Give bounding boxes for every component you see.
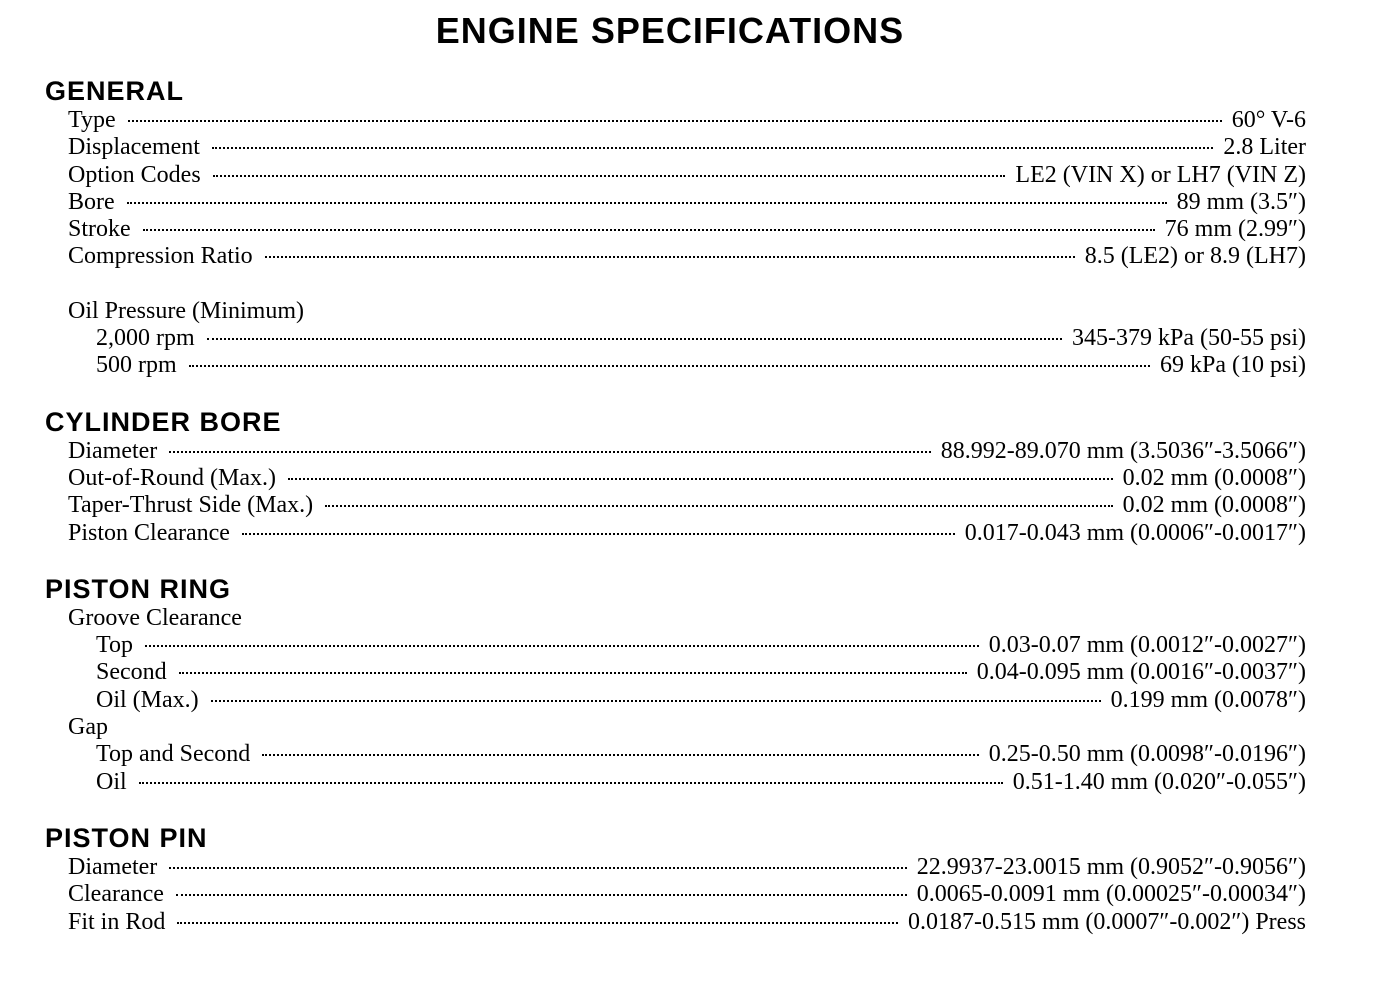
spec-label: Top xyxy=(96,632,133,659)
spec-label: Diameter xyxy=(68,437,158,464)
section-heading: PISTON PIN xyxy=(45,822,208,853)
spec-value: 88.992-89.070 mm (3.5036″-3.5066″) xyxy=(940,437,1306,464)
spec-row xyxy=(0,659,1306,686)
spec-section-piston-ring xyxy=(0,574,1376,796)
spec-row xyxy=(0,854,1306,881)
spec-value: 0.25-0.50 mm (0.0098″-0.0196″) xyxy=(988,741,1306,768)
dot-leader xyxy=(288,478,1113,480)
spec-label: Type xyxy=(68,107,116,133)
spec-value: 0.02 mm (0.0008″) xyxy=(1122,464,1306,491)
dot-leader xyxy=(128,120,1222,122)
dot-leader xyxy=(213,175,1006,177)
dot-leader xyxy=(127,202,1167,204)
spec-row xyxy=(0,492,1306,519)
spec-row xyxy=(0,465,1306,492)
spec-row xyxy=(0,741,1306,768)
spec-label: Out-of-Round (Max.) xyxy=(68,464,276,491)
spec-row xyxy=(0,881,1306,908)
dot-leader xyxy=(189,365,1150,367)
section-heading: GENERAL xyxy=(45,76,185,106)
spec-label: Displacement xyxy=(68,134,200,161)
spec-value: 0.03-0.07 mm (0.0012″-0.0027″) xyxy=(988,632,1306,659)
spec-label: Gap xyxy=(68,714,108,741)
section-heading: PISTON RING xyxy=(45,573,232,604)
spec-label: 500 rpm xyxy=(96,352,177,379)
spec-value: 0.017-0.043 mm (0.0006″-0.0017″) xyxy=(964,519,1306,546)
spec-section-piston-pin xyxy=(0,823,1376,936)
spec-row xyxy=(0,714,1306,741)
spec-value: 0.199 mm (0.0078″) xyxy=(1110,686,1306,713)
dot-leader xyxy=(143,229,1155,231)
spec-row xyxy=(0,687,1306,714)
spec-label: Oil Pressure (Minimum) xyxy=(68,297,304,324)
spec-label: Bore xyxy=(68,188,115,215)
spec-row xyxy=(0,909,1306,936)
spec-row xyxy=(0,298,1306,325)
spec-label: Second xyxy=(96,659,167,686)
spec-value: 2.8 Liter xyxy=(1223,134,1306,161)
spec-label: Stroke xyxy=(68,216,131,243)
spec-value: 22.9937-23.0015 mm (0.9052″-0.9056″) xyxy=(916,853,1306,880)
dot-leader xyxy=(325,505,1113,507)
spec-value: 0.51-1.40 mm (0.020″-0.055″) xyxy=(1012,768,1306,795)
spec-row xyxy=(0,632,1306,659)
dot-leader xyxy=(145,645,979,647)
spec-label: Taper-Thrust Side (Max.) xyxy=(68,492,314,519)
dot-leader xyxy=(212,147,1213,149)
dot-leader xyxy=(207,338,1062,340)
spec-row xyxy=(0,216,1306,243)
spec-value: 89 mm (3.5″) xyxy=(1176,188,1306,215)
spec-label: Diameter xyxy=(68,853,158,880)
spec-row xyxy=(0,107,1306,134)
dot-leader xyxy=(139,782,1003,784)
spec-label: 2,000 rpm xyxy=(96,325,195,352)
spec-label: Top and Second xyxy=(96,741,251,768)
spec-value: 8.5 (LE2) or 8.9 (LH7) xyxy=(1084,243,1306,270)
spec-row xyxy=(0,134,1306,161)
page-title: ENGINE SPECIFICATIONS xyxy=(435,10,905,51)
spec-section-cylinder-bore xyxy=(0,407,1376,547)
spec-label: Groove Clearance xyxy=(68,604,242,631)
dot-leader xyxy=(179,672,967,674)
spec-content xyxy=(0,76,1376,963)
spec-value: 0.04-0.095 mm (0.0016″-0.0037″) xyxy=(976,659,1306,686)
dot-leader xyxy=(242,533,955,535)
spec-row xyxy=(0,605,1306,632)
spec-label: Compression Ratio xyxy=(68,243,253,270)
spec-row xyxy=(0,438,1306,465)
spec-label: Piston Clearance xyxy=(68,519,230,546)
spec-row xyxy=(0,325,1306,352)
spec-label: Clearance xyxy=(68,881,164,908)
section-heading: CYLINDER BORE xyxy=(45,406,282,437)
spec-row xyxy=(0,243,1306,270)
dot-leader xyxy=(176,894,907,896)
spec-section-general xyxy=(0,76,1376,380)
spec-value: 0.0065-0.0091 mm (0.00025″-0.00034″) xyxy=(916,881,1306,908)
dot-leader xyxy=(177,922,898,924)
spec-row xyxy=(0,520,1306,547)
spec-row xyxy=(0,352,1306,379)
dot-leader xyxy=(262,754,978,756)
dot-leader xyxy=(169,867,906,869)
spec-row xyxy=(0,162,1306,189)
dot-leader xyxy=(265,256,1075,258)
spec-row xyxy=(0,769,1306,796)
spec-value: 0.02 mm (0.0008″) xyxy=(1122,492,1306,519)
spec-label: Fit in Rod xyxy=(68,908,166,935)
spacer xyxy=(0,271,1376,298)
spec-label: Option Codes xyxy=(68,161,201,188)
spec-label: Oil xyxy=(96,768,127,795)
spec-row xyxy=(0,189,1306,216)
spec-value: 60° V-6 xyxy=(1231,107,1306,133)
spec-value: 345-379 kPa (50-55 psi) xyxy=(1072,325,1306,352)
dot-leader xyxy=(211,700,1101,702)
spec-value: LE2 (VIN X) or LH7 (VIN Z) xyxy=(1015,161,1306,188)
spec-value: 0.0187-0.515 mm (0.0007″-0.002″) Press xyxy=(908,908,1306,935)
spec-label: Oil (Max.) xyxy=(96,686,199,713)
spec-value: 69 kPa (10 psi) xyxy=(1160,352,1306,379)
spec-value: 76 mm (2.99″) xyxy=(1164,216,1306,243)
dot-leader xyxy=(169,451,930,453)
